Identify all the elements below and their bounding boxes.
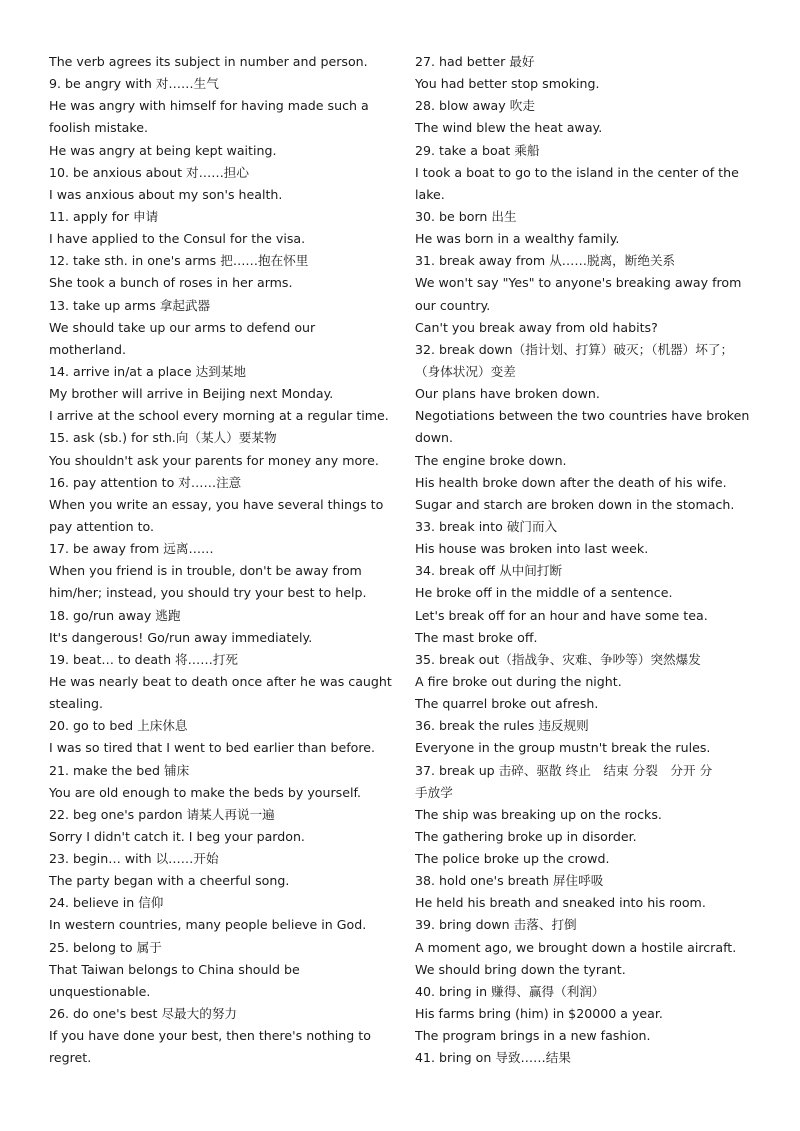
text-line: The gathering broke up in disorder. (415, 828, 637, 844)
text-line: 16. pay attention to 对……注意 (49, 474, 242, 490)
text-line: A fire broke out during the night. (415, 673, 622, 689)
text-line: 12. take sth. in one's arms 把……抱在怀里 (49, 253, 309, 269)
text-line: You are old enough to make the beds by yourself. (49, 784, 361, 800)
text-line: 23. begin… with 以……开始 (49, 851, 219, 867)
text-line: He was born in a wealthy family. (415, 231, 620, 247)
text-line: You shouldn't ask your parents for money any more. (49, 452, 379, 468)
text-line: lake. (415, 186, 445, 202)
text-line: 手放学 (415, 784, 453, 800)
text-line: 26. do one's best 尽最大的努力 (49, 1006, 238, 1022)
text-line: I arrive at the school every morning at a regular time. (49, 408, 389, 424)
text-line: 22. beg one's pardon 请某人再说一遍 (49, 806, 275, 822)
right-column (415, 51, 765, 1069)
text-line: motherland. (49, 341, 127, 357)
text-line: Everyone in the group mustn't break the rules. (415, 740, 711, 756)
text-line: 20. go to bed 上床休息 (49, 718, 188, 734)
text-line: It's dangerous! Go/run away immediately. (49, 629, 313, 645)
text-line: The program brings in a new fashion. (415, 1028, 651, 1044)
text-line: our country. (415, 297, 491, 313)
text-line: He was angry at being kept waiting. (49, 142, 277, 158)
text-line: 18. go/run away 逃跑 (49, 607, 181, 623)
text-line: 14. arrive in/at a place 达到某地 (49, 363, 246, 379)
text-line: 35. break out（指战争、灾难、争吵等）突然爆发 (415, 651, 701, 667)
text-line: 11. apply for 申请 (49, 208, 159, 224)
text-line: The quarrel broke out afresh. (415, 696, 599, 712)
text-line: I have applied to the Consul for the visa. (49, 231, 306, 247)
text-line: When you write an essay, you have several things to (49, 496, 384, 512)
text-line: His farms bring (him) in $20000 a year. (415, 1006, 663, 1022)
text-line: We won't say "Yes" to anyone's breaking away from (415, 275, 742, 291)
text-line: 34. break off 从中间打断 (415, 563, 563, 579)
text-line: 32. break down（指计划、打算）破灭；（机器）坏了； (415, 341, 734, 357)
text-line: Our plans have broken down. (415, 386, 600, 402)
text-line: down. (415, 430, 453, 446)
text-line: regret. (49, 1050, 92, 1066)
text-line: 27. had better 最好 (415, 54, 535, 69)
text-line: He was nearly beat to death once after he was caught (49, 673, 392, 689)
text-line: stealing. (49, 696, 103, 712)
text-line: The mast broke off. (415, 629, 538, 645)
text-line: I was so tired that I went to bed earlier than before. (49, 740, 376, 756)
text-line: 33. break into 破门而入 (415, 518, 558, 534)
text-line: His house was broken into last week. (415, 541, 649, 557)
text-line: 37. break up 击碎、驱散 终止 结束 分裂 分开 分 (415, 762, 713, 778)
text-line: That Taiwan belongs to China should be (49, 961, 300, 977)
text-line: If you have done your best, then there's nothing to (49, 1028, 371, 1044)
text-line: 21. make the bed 铺床 (49, 762, 190, 778)
text-line: 17. be away from 远离…… (49, 541, 214, 557)
text-line: He held his breath and sneaked into his room. (415, 895, 706, 911)
text-line: He broke off in the middle of a sentence. (415, 585, 673, 601)
left-column (49, 51, 417, 1069)
text-line: We should take up our arms to defend our (49, 319, 316, 335)
text-line: I was anxious about my son's health. (49, 186, 283, 202)
text-line: 31. break away from 从……脱离，断绝关系 (415, 253, 676, 269)
text-line: A moment ago, we brought down a hostile aircraft. (415, 939, 737, 955)
text-line: The wind blew the heat away. (415, 120, 603, 136)
text-line: Negotiations between the two countries have broken (415, 408, 750, 424)
text-line: 13. take up arms 拿起武器 (49, 297, 211, 313)
text-line: We should bring down the tyrant. (415, 961, 626, 977)
text-line: The party began with a cheerful song. (49, 873, 290, 889)
text-line: My brother will arrive in Beijing next Monday. (49, 386, 334, 402)
text-line: 29. take a boat 乘船 (415, 142, 540, 158)
text-line: foolish mistake. (49, 120, 148, 136)
text-line: His health broke down after the death of his wife. (415, 474, 727, 490)
text-line: Can't you break away from old habits? (415, 319, 658, 335)
text-line: 19. beat… to death 将……打死 (49, 651, 239, 667)
text-line: 30. be born 出生 (415, 208, 517, 224)
text-line: The ship was breaking up on the rocks. (415, 806, 662, 822)
text-line: You had better stop smoking. (415, 76, 600, 92)
text-line: him/her; instead, you should try your best to help. (49, 585, 367, 601)
text-line: 41. bring on 导致……结果 (415, 1050, 571, 1066)
text-line: Sugar and starch are broken down in the stomach. (415, 496, 735, 512)
text-line: 28. blow away 吹走 (415, 98, 535, 114)
text-line: 40. bring in 赚得、赢得（利润） (415, 983, 605, 999)
text-line: She took a bunch of roses in her arms. (49, 275, 293, 291)
text-line: Let's break off for an hour and have some tea. (415, 607, 708, 623)
text-line: （身体状况）变差 (415, 363, 516, 379)
text-line: 24. believe in 信仰 (49, 895, 164, 911)
text-line: The verb agrees its subject in number and person. (49, 54, 368, 69)
text-line: The police broke up the crowd. (415, 851, 610, 867)
text-line: In western countries, many people believe in God. (49, 917, 367, 933)
text-line: The engine broke down. (415, 452, 567, 468)
text-line: Sorry I didn't catch it. I beg your pardon. (49, 828, 305, 844)
text-line: 9. be angry with 对……生气 (49, 76, 219, 92)
text-line: 15. ask (sb.) for sth.向（某人）要某物 (49, 430, 277, 446)
text-line: 36. break the rules 违反规则 (415, 718, 589, 734)
text-line: 10. be anxious about 对……担心 (49, 164, 249, 180)
text-line: 38. hold one's breath 屏住呼吸 (415, 873, 604, 889)
text-line: unquestionable. (49, 983, 151, 999)
text-line: pay attention to. (49, 518, 155, 534)
text-line: 25. belong to 属于 (49, 939, 162, 955)
text-line: I took a boat to go to the island in the center of the (415, 164, 739, 180)
text-line: When you friend is in trouble, don't be away from (49, 563, 362, 579)
text-line: 39. bring down 击落、打倒 (415, 917, 577, 933)
text-line: He was angry with himself for having made such a (49, 98, 369, 114)
